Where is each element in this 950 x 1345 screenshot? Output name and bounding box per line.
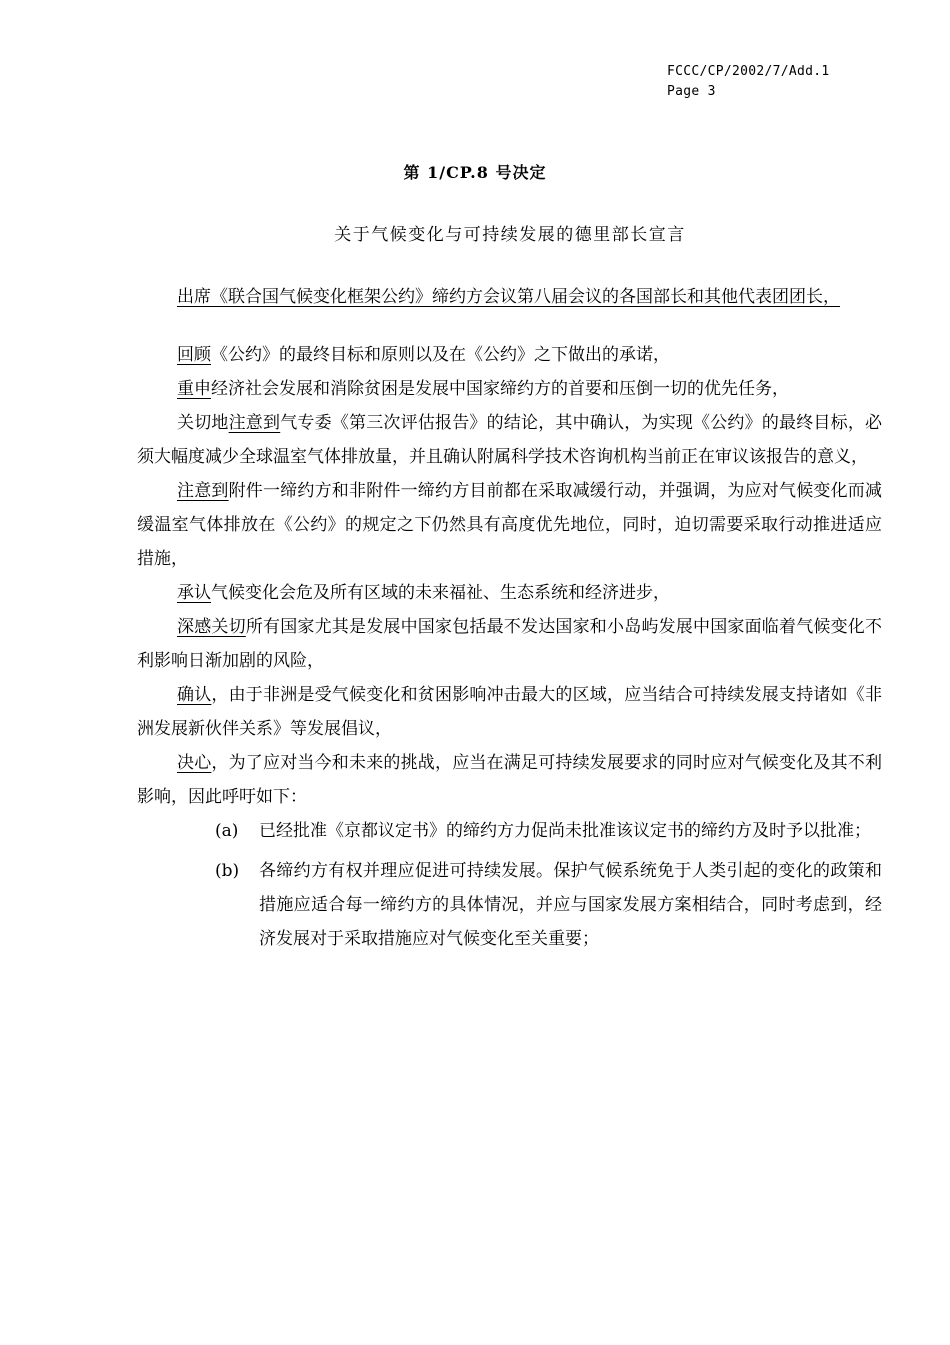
item-text: 已经批准《京都议定书》的缔约方力促尚未批准该议定书的缔约方及时予以批准； (259, 821, 871, 841)
opening-text: 出席《联合国气候变化框架公约》缔约方会议第八届会议的各国部长和其他代表团团长， (177, 287, 840, 307)
document-header (667, 62, 830, 102)
page-number: Page 3 (667, 84, 716, 99)
para-keyword: 重申 (177, 379, 211, 399)
paragraph-reaffirming (137, 372, 882, 406)
paragraph-noting-with-concern (137, 406, 882, 474)
para-keyword: 注意到 (228, 413, 281, 433)
document-body (137, 280, 882, 962)
document-symbol: FCCC/CP/2002/7/Add.1 (667, 64, 830, 79)
item-label: (b) (215, 861, 240, 881)
para-text: 经济社会发展和消除贫困是发展中国家缔约方的首要和压倒一切的优先任务， (211, 379, 789, 399)
para-keyword: 承认 (177, 583, 211, 603)
decision-title: 第 1/CP.8 号决定 (403, 163, 547, 182)
paragraph-resolved (137, 746, 882, 814)
para-keyword: 注意到 (177, 481, 229, 501)
para-text: 气候变化会危及所有区域的未来福祉、生态系统和经济进步， (211, 583, 670, 603)
para-text: 《公约》的最终目标和原则以及在《公约》之下做出的承诺， (211, 345, 670, 365)
paragraph-noting (137, 474, 882, 576)
item-text: 各缔约方有权并理应促进可持续发展。保护气候系统免于人类引起的变化的政策和措施应适合每一缔约方的具体情况，并应与国家发展方案相结合，同时考虑到，经济发展对于采取措施应对气候变化至关重要； (259, 861, 882, 949)
list-item (137, 854, 882, 956)
paragraph-deeply-concerned (137, 610, 882, 678)
para-text: ，由于非洲是受气候变化和贫困影响冲击最大的区域，应当结合可持续发展支持诸如《非洲发展新伙伴关系》等发展倡议， (137, 685, 883, 739)
para-keyword: 决心 (177, 753, 212, 773)
para-keyword: 深感关切 (177, 617, 246, 637)
paragraph-recognizing (137, 576, 882, 610)
declaration-subtitle: 关于气候变化与可持续发展的德里部长宣言 (334, 225, 686, 245)
paragraph-affirming (137, 678, 882, 746)
list-item (137, 814, 882, 848)
item-label: (a) (215, 821, 239, 841)
para-text: 附件一缔约方和非附件一缔约方目前都在采取减缓行动，并强调，为应对气候变化而减缓温室气体排放在《公约》的规定之下仍然具有高度优先地位，同时，迫切需要采取行动推进适应措施， (137, 481, 883, 569)
para-text: 所有国家尤其是发展中国家包括最不发达国家和小岛屿发展中国家面临着气候变化不利影响日渐加剧的风险， (137, 617, 883, 671)
opening-paragraph (137, 280, 882, 314)
para-text: ，为了应对当今和未来的挑战，应当在满足可持续发展要求的同时应对气候变化及其不利影响，因此呼吁如下： (137, 753, 883, 807)
paragraph-recalling (137, 338, 882, 372)
para-keyword: 确认 (177, 685, 212, 705)
para-prefix: 关切地 (177, 413, 229, 433)
para-text: 气专委《第三次评估报告》的结论，其中确认，为实现《公约》的最终目标，必须大幅度减少全球温室气体排放量，并且确认附属科学技术咨询机构当前正在审议该报告的意义， (137, 413, 883, 467)
para-keyword: 回顾 (177, 345, 211, 365)
